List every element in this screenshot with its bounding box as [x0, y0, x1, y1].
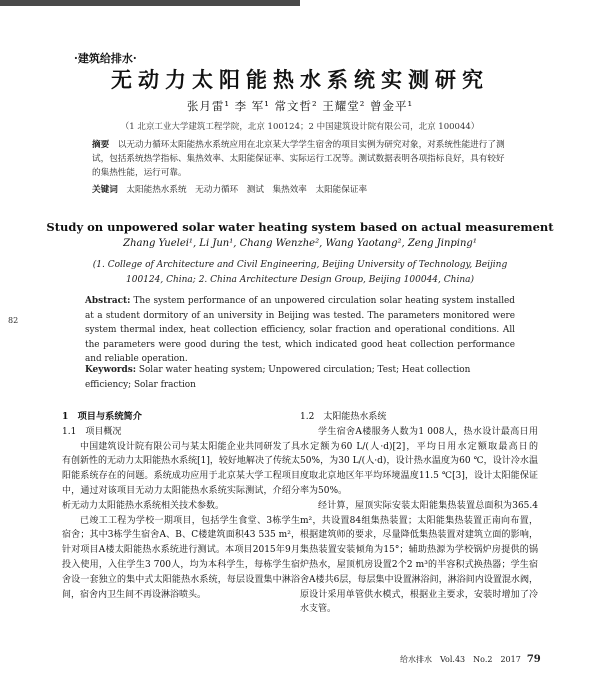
- section-heading-1: 1 项目与系统简介: [62, 411, 142, 422]
- page-number: 79: [526, 654, 541, 665]
- right-column: [300, 410, 538, 617]
- section-tag: ·建筑给排水·: [74, 52, 137, 65]
- paper-title-cn: 无动力太阳能热水系统实测研究: [111, 67, 489, 92]
- paragraph-project-details: 已竣工工程为学校一期项目，包括学生食堂、3栋学生宿舍；其中3栋学生宿舍A、B、C楼建筑面积43 535 m²，针对项目A楼太阳能热水系统进行测试。本项目2015年9月投入使用，入住学生3 700人，均为本科学生，每栋学生宿舍设一套独立的集中式太阳能热水系统，每层设置集中淋浴间，宿舍内卫生间不再设淋浴喷头。: [62, 515, 300, 600]
- paper-title-en: Study on unpowered solar water heating system based on actual measurement: [46, 220, 554, 234]
- authors-cn: 张月雷¹ 李 军¹ 常文哲² 王耀堂² 曾金平¹: [186, 99, 414, 113]
- keywords-cn-label: 关键词: [92, 185, 118, 195]
- paragraph-design-params: 学生宿舍A楼服务人数为1 008人，热水设计最高日用水定额为60 L/(人·d)[2]，平均日用水定额取最高日的50%，为30 L/(人·d)，设计热水温度为60 ℃，设计冷水温度取北京地区年平均环境温度11.5 ℃[3]，设计太阳能保证率为50%。: [300, 426, 538, 496]
- side-page-number: 82: [8, 316, 19, 325]
- scan-header-strip: [0, 0, 600, 10]
- paragraph-collector-setup: 经计算，屋顶实际安装太阳能集热装置总面积为365.4 m²，共设置84组集热装置；太阳能集热装置正南向布置，根据建筑师的要求，尽量降低集热装置对建筑立面的影响，集热装置安装倾角为15°；辅助热源为学校锅炉房提供的锅炉热水，屋顶机房设置2个2 m³的半容积式换热器；学生宿舍A楼共6层，每层集中设置淋浴间，淋浴间内设置混水阀，原设计采用单管供水模式，根据业主要求，安装时增加了冷水支管。: [300, 500, 538, 615]
- section-heading-1-2: 1.2 太阳能热水系统: [300, 412, 387, 422]
- abstract-cn-label: 摘要: [92, 140, 110, 150]
- keywords-en-label: Keywords:: [85, 365, 137, 375]
- header-smudge: [0, 0, 300, 6]
- keywords-en-text: Solar water heating system; Unpowered circulation; Test; Heat collection efficiency; Solar fraction: [85, 365, 471, 390]
- abstract-en-text: The system performance of an unpowered circulation solar heating system installed at a student dormitory of an university in Beijing was tested. The parameters monitored were system thermal index, heat collection efficiency, solar fraction and operational conditions. All the parameters were good during the test, which indicated good heat collection performance and reliable operation.: [85, 296, 515, 364]
- affiliation-cn: （1 北京工业大学建筑工程学院，北京 100124；2 中国建筑设计院有限公司，北京 100044）: [120, 122, 480, 132]
- keywords-cn-text: 太阳能热水系统 无动力循环 测试 集热效率 太阳能保证率: [126, 185, 368, 195]
- page-footer: [400, 654, 541, 665]
- authors-en: Zhang Yuelei¹, Li Jun¹, Chang Wenzhe², Wang Yaotang², Zeng Jinping¹: [123, 238, 477, 249]
- paragraph-project-overview: 中国建筑设计院有限公司与某太阳能企业共同研发了具有创新性的无动力太阳能热水系统[1]，较好地解决了传统太阳能系统存在的问题。系统成功应用于北京某大学工程项目中，通过对该项目无动力太阳能热水系统实际测试，介绍分析无动力太阳能热水系统相关技术参数。: [62, 441, 300, 511]
- left-column: [62, 410, 300, 602]
- abstract-en-label: Abstract:: [85, 296, 131, 306]
- keywords-cn: [92, 183, 512, 195]
- abstract-en: [85, 294, 515, 367]
- keywords-en: [85, 363, 515, 392]
- section-heading-1-1: 1.1 项目概况: [62, 426, 122, 437]
- abstract-cn: [92, 138, 510, 180]
- journal-info: 给水排水 Vol.43 No.2 2017: [400, 655, 521, 664]
- affiliation-en: (1. College of Architecture and Civil Engineering, Beijing University of Technology, Beijing 100124, China; 2. China Architecture Design Group, Beijing 100044, China): [92, 260, 508, 285]
- abstract-cn-text: 以无动力循环太阳能热水系统应用在北京某大学学生宿舍的项目实例为研究对象，对系统性能进行了测试，包括系统热学指标、集热效率、太阳能保证率、实际运行工况等。测试数据表明各项指标良好，具有较好的集热性能，运行可靠。: [92, 140, 505, 178]
